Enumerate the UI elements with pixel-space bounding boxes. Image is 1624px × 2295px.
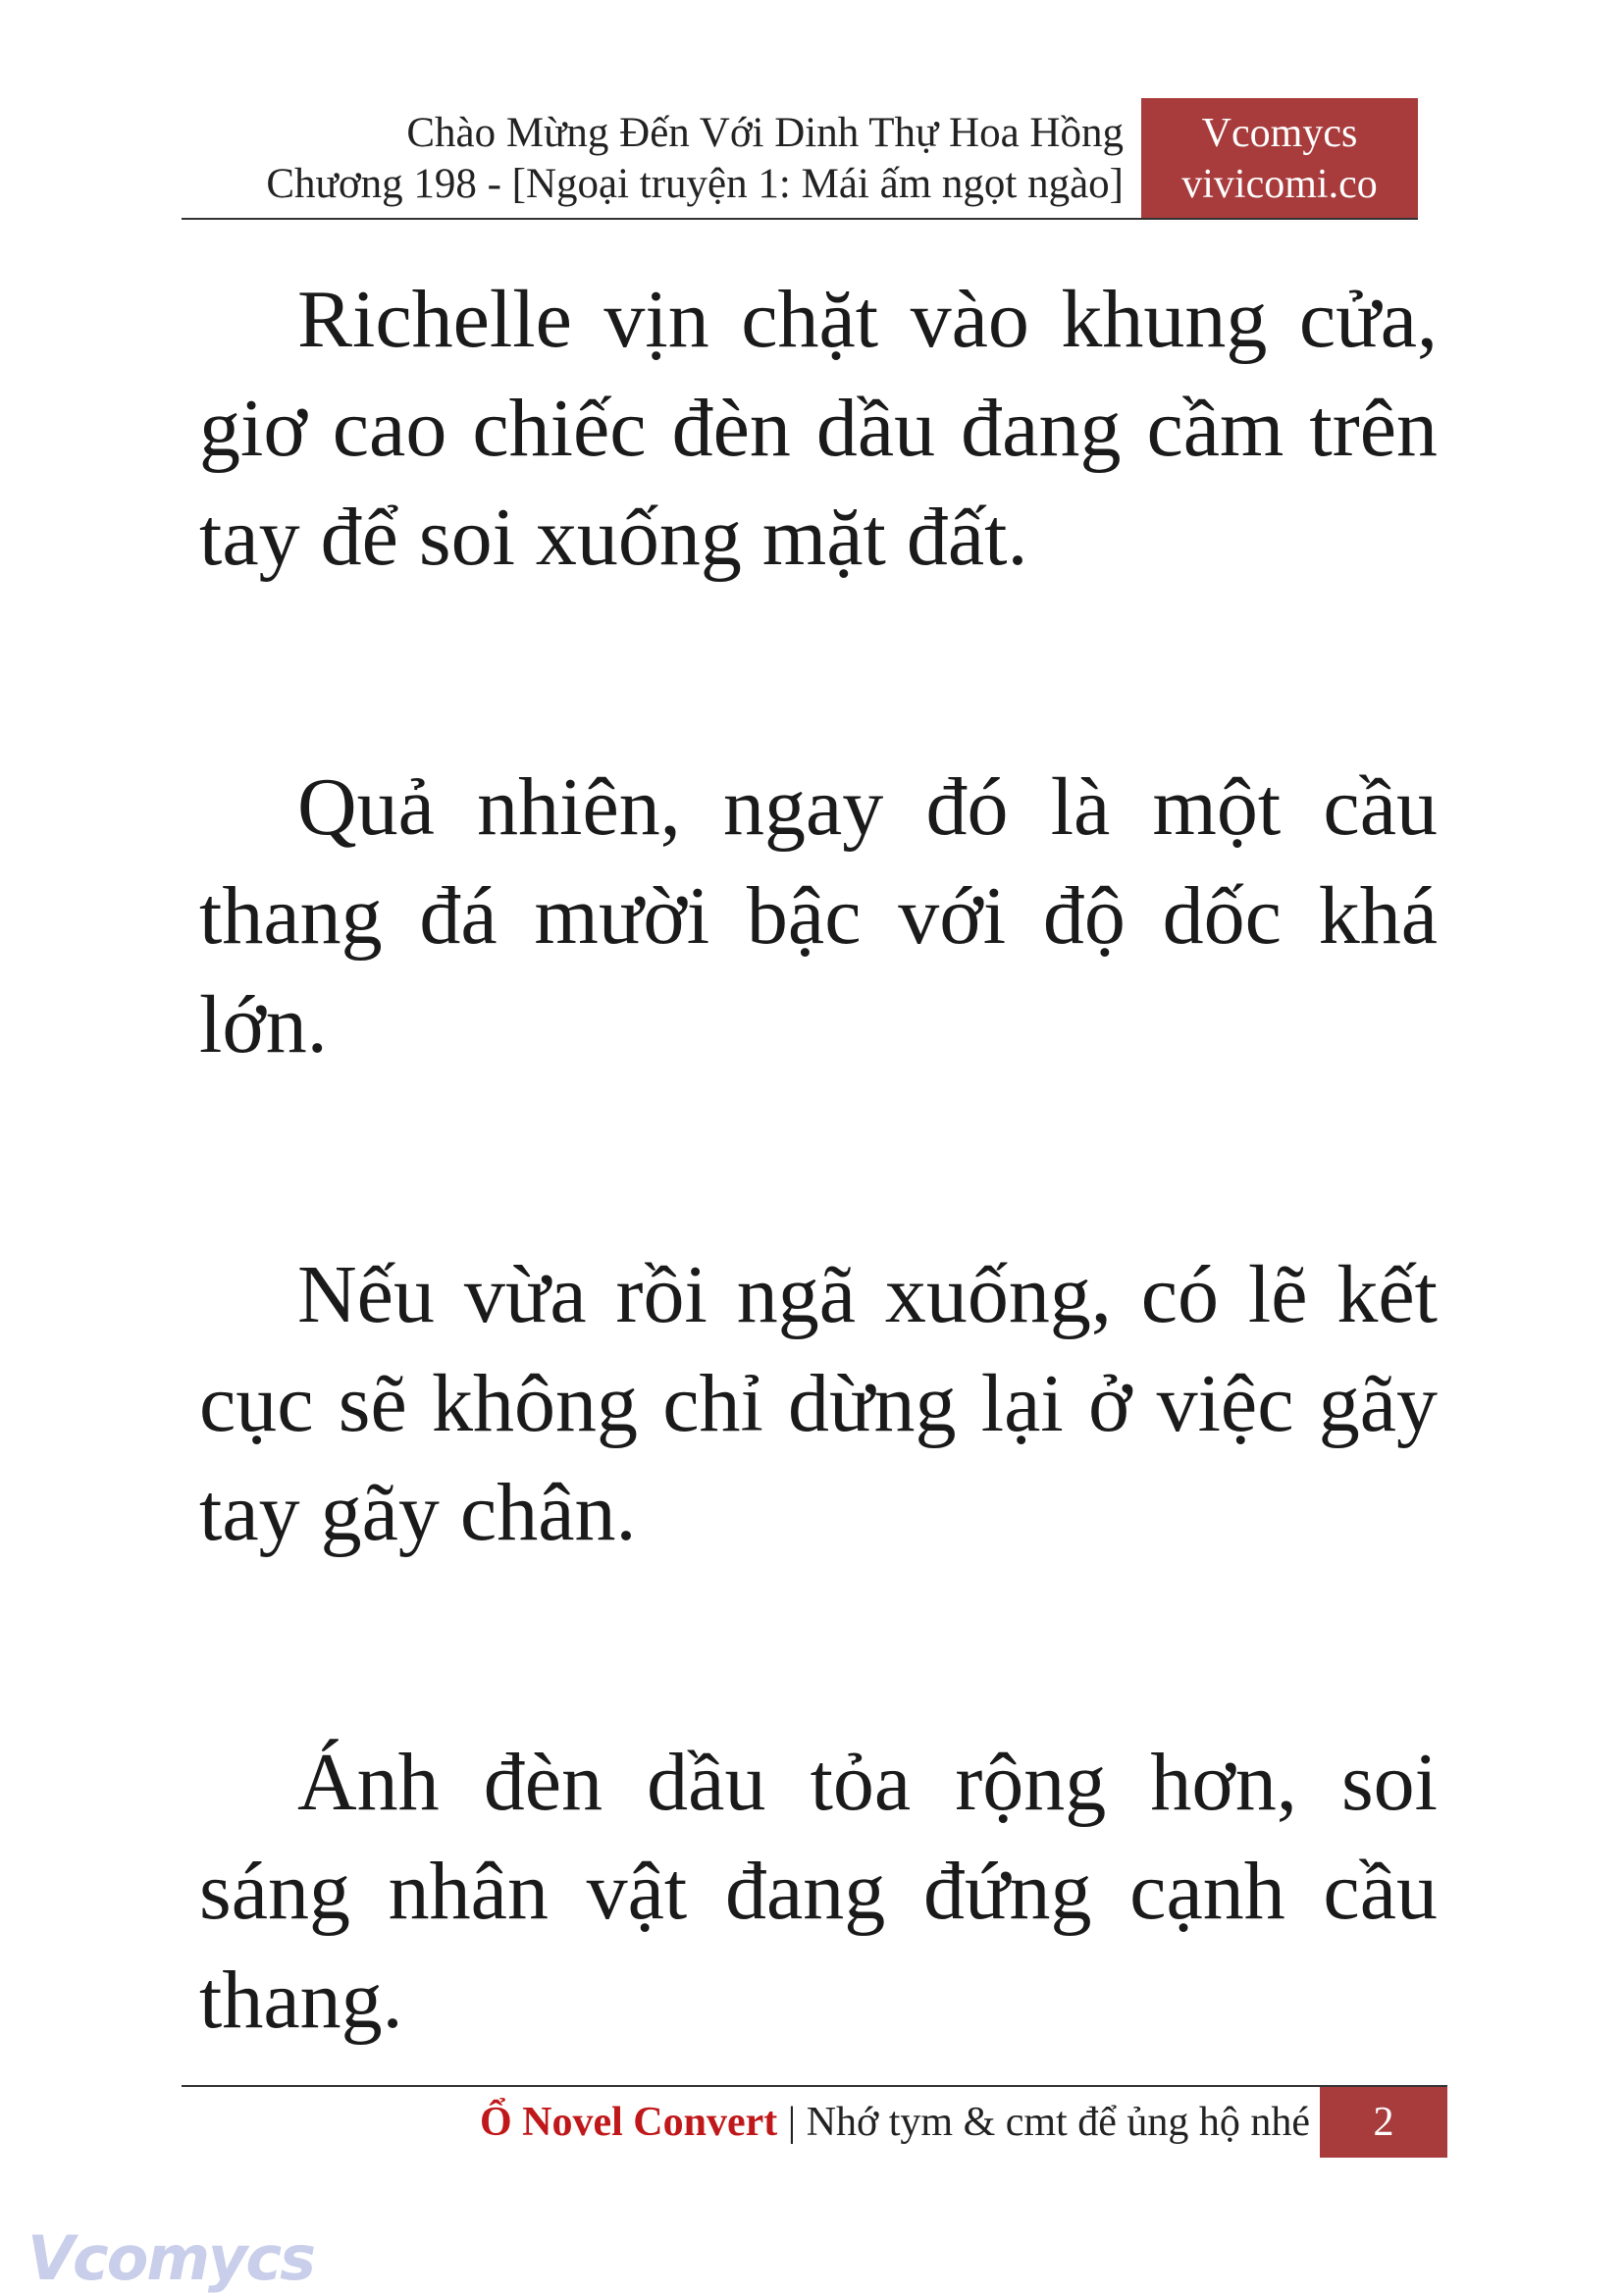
site-badge [1141,98,1418,220]
page-number: 2 [1320,2087,1447,2158]
paragraph: Quả nhiên, ngay đó là một cầu thang đá mười bậc với độ dốc khá lớn. [199,761,1438,1070]
page-footer [182,2087,1447,2158]
paragraph: Ánh đèn dầu tỏa rộng hơn, soi sáng nhân vật đang đứng cạnh cầu thang. [199,1737,1438,2046]
footer-brand: Ổ Novel Convert [479,2100,778,2145]
header-titles [266,108,1124,210]
site-badge-name: Vcomycs [1201,111,1358,156]
footer-separator: | [777,2100,807,2145]
footer-note: Nhớ tym & cmt để ủng hộ nhé [806,2100,1310,2145]
paragraph: Nếu vừa rồi ngã xuống, có lẽ kết cục sẽ không chỉ dừng lại ở việc gãy tay gãy chân. [199,1249,1438,1558]
chapter-title: Chương 198 - [Ngoại truyện 1: Mái ấm ngọt ngào] [266,161,1124,207]
header-divider [182,218,1418,220]
watermark-logo: Vcomycs [27,2222,315,2294]
story-title: Chào Mừng Đến Với Dinh Thự Hoa Hồng [406,110,1124,156]
chapter-content [199,265,1438,2216]
paragraph: Richelle vịn chặt vào khung cửa, giơ cao chiếc đèn dầu đang cầm trên tay để soi xuống mặt đất. [199,274,1438,583]
page-header [182,98,1418,220]
footer-text [480,2095,1310,2150]
site-badge-url: vivicomi.co [1181,162,1378,207]
